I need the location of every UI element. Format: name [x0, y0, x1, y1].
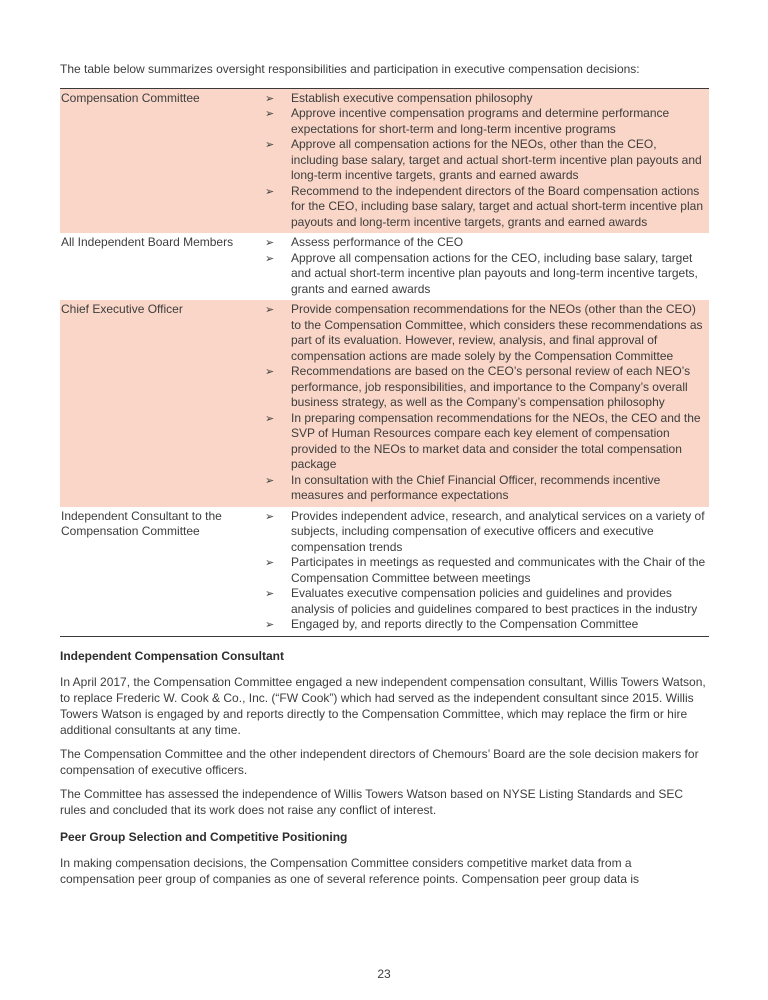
bullet-list	[265, 91, 709, 231]
table-row	[60, 233, 709, 300]
bullet-item	[265, 586, 709, 617]
bullet-text: Participates in meetings as requested and communicates with the Chair of the Compensation Committee between meetings	[291, 555, 706, 585]
bullet-text: Recommendations are based on the CEO’s personal review of each NEO’s performance, job responsibilities, and importance to the Company’s overall business strategy, as well as the Company’s compensation philosophy	[291, 364, 691, 409]
table-row	[60, 507, 709, 636]
bullet-item	[265, 137, 709, 184]
bullet-text: Approve incentive compensation programs and determine performance expectations for short-term and long-term incentive programs	[291, 106, 670, 136]
bullet-item	[265, 106, 709, 137]
bullet-item	[265, 184, 709, 231]
bullet-text: In preparing compensation recommendations for the NEOs, the CEO and the SVP of Human Resources compare each key element of compensation provided to the NEOs to market data and consider the total compensation package	[291, 410, 701, 471]
arrow-bullet-icon: ➢	[265, 587, 275, 600]
arrow-bullet-icon: ➢	[265, 184, 275, 198]
arrow-bullet-icon: ➢	[265, 509, 275, 523]
section-heading-independent-compensation-consultant: Independent Compensation Consultant	[60, 648, 284, 663]
section-heading-peer-group-selection: Peer Group Selection and Competitive Positioning	[60, 829, 348, 844]
bullet-item	[265, 364, 709, 411]
paragraph: In making compensation decisions, the Compensation Committee considers competitive market data from a compensation peer group of companies as one of several reference points. Compensation peer group data is	[60, 855, 640, 886]
arrow-bullet-icon: ➢	[265, 556, 275, 569]
page-number: 23	[377, 967, 391, 981]
bullet-text: Establish executive compensation philosophy	[291, 90, 533, 105]
arrow-bullet-icon: ➢	[265, 303, 275, 316]
bullet-text: Provide compensation recommendations for the NEOs (other than the CEO) to the Compensation Committee, which considers these recommendations as part of its evaluation. However, review, analysis, and final approval of compensation actions are made solely by the Compensation Committee	[291, 302, 703, 363]
arrow-bullet-icon: ➢	[265, 236, 275, 249]
bullet-list	[265, 302, 709, 504]
role-cell: Independent Consultant to the Compensation Committee	[61, 508, 222, 538]
role-cell: Chief Executive Officer	[61, 302, 183, 316]
bullet-item	[265, 473, 709, 504]
intro-text: The table below summarizes oversight responsibilities and participation in executive compensation decisions:	[60, 62, 640, 76]
arrow-bullet-icon: ➢	[265, 411, 275, 425]
arrow-bullet-icon: ➢	[265, 91, 275, 105]
bullet-item	[265, 235, 709, 251]
bullet-item	[265, 555, 709, 586]
bullet-text: Approve all compensation actions for the CEO, including base salary, target and actual short-term incentive plan payouts and long-term incentive targets, grants and earned awards	[291, 250, 698, 296]
arrow-bullet-icon: ➢	[265, 138, 275, 151]
bullet-text: Engaged by, and reports directly to the Compensation Committee	[291, 617, 639, 631]
bullet-text: In consultation with the Chief Financial Officer, recommends incentive measures and performance expectations	[291, 472, 661, 502]
paragraph: In April 2017, the Compensation Committee engaged a new independent compensation consultant, Willis Towers Watson, to replace Frederic W. Cook & Co., Inc. (“FW Cook”) which had served as the independent consultant since 2015. Willis Towers Watson is engaged by and reports directly to the Compensation Committee, which may replace the firm or hire additional consultants at any time.	[60, 674, 706, 737]
paragraph: The Committee has assessed the independence of Willis Towers Watson based on NYSE Listing Standards and SEC rules and concluded that its work does not raise any conflict of interest.	[60, 786, 683, 817]
bullet-text: Approve all compensation actions for the NEOs, other than the CEO, including base salary, target and actual short-term incentive plan payouts and long-term incentive targets, grants and earned awards	[291, 137, 702, 182]
arrow-bullet-icon: ➢	[265, 365, 275, 378]
table-row	[60, 300, 709, 507]
bullet-item	[265, 509, 709, 556]
paragraph: The Compensation Committee and the other independent directors of Chemours’ Board are the sole decision makers for compensation of executive officers.	[60, 746, 699, 777]
bullet-item	[265, 91, 709, 107]
table-row	[60, 89, 709, 234]
bullet-item	[265, 411, 709, 473]
role-cell: Compensation Committee	[61, 90, 200, 105]
bullet-list	[265, 509, 709, 633]
bullet-item	[265, 617, 709, 633]
bullet-text: Assess performance of the CEO	[291, 235, 464, 249]
arrow-bullet-icon: ➢	[265, 251, 275, 265]
bullet-text: Provides independent advice, research, and analytical services on a variety of subjects, including compensation of executive officers and executive compensation trends	[291, 508, 705, 554]
bullet-text: Evaluates executive compensation policies and guidelines and provides analysis of policies and guidelines compared to best practices in the industry	[291, 586, 698, 616]
bullet-item	[265, 251, 709, 298]
bullet-list	[265, 235, 709, 297]
bullet-item	[265, 302, 709, 364]
role-cell: All Independent Board Members	[61, 235, 234, 249]
bullet-text: Recommend to the independent directors of the Board compensation actions for the CEO, including base salary, target and actual short-term incentive plan payouts and long-term incentive targets, grants and earned awards	[291, 183, 703, 229]
arrow-bullet-icon: ➢	[265, 107, 275, 120]
arrow-bullet-icon: ➢	[265, 473, 275, 487]
responsibilities-table	[60, 88, 709, 637]
arrow-bullet-icon: ➢	[265, 618, 275, 631]
